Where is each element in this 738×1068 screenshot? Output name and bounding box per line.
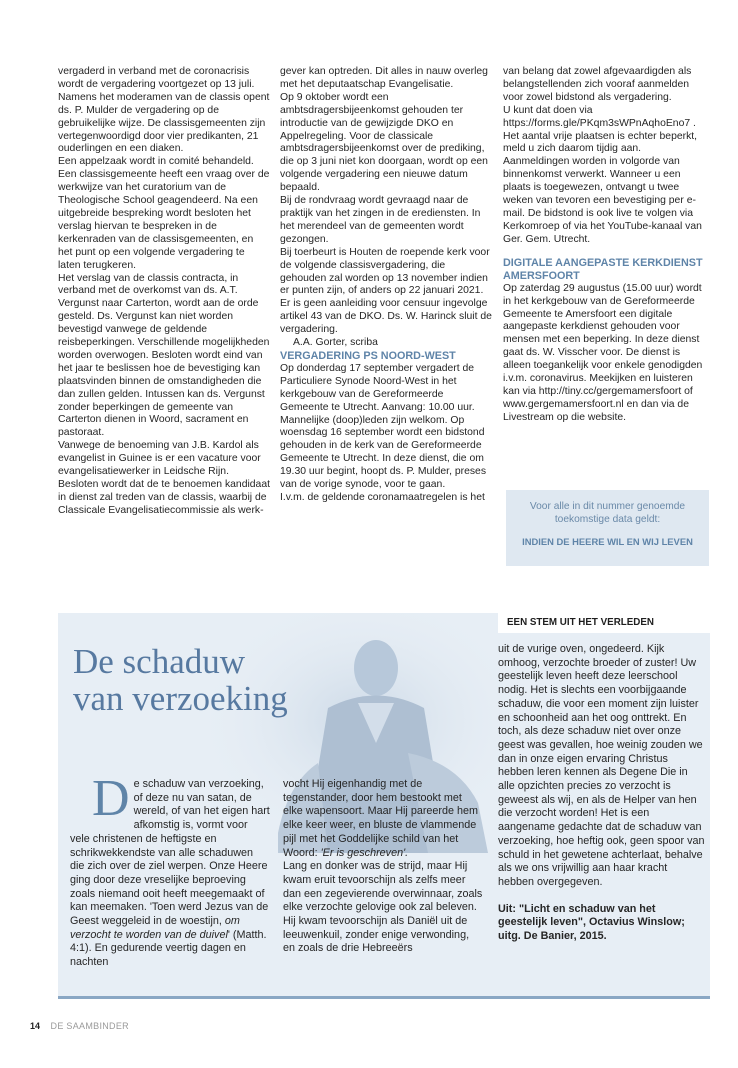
feature-title-line1: De schaduw: [73, 642, 246, 681]
paragraph: Bij de rondvraag wordt gevraagd naar de praktijk van het zingen in de erediensten. In het merendeel van de gemeenten wordt gezongen.: [280, 195, 481, 245]
feature-title: [73, 643, 288, 717]
feature-text: Lang en donker was de strijd, maar Hij kwam eruit tevoorschijn als zelfs meer dan een zegevierende overwinnaar, zoals elke verzochte gelovige ook zal beleven. Hij kwam tevoorschijn als Daniël uit de leeuwenkuil, zonder enige verwonding, en zoals de drie Hebreeërs: [283, 860, 483, 955]
paragraph: vergaderd in verband met de coronacrisis wordt de vergadering voortgezet op 13 juli. Namens het moderamen van de classis opent ds. P. Mulder de vergadering op de gebruikelijke wijze. De classisgemeenten zijn vertegenwoordigd door vier predikanten, 21 ouderlingen en een diaken.: [58, 66, 270, 155]
feature-title-line2: van verzoeking: [73, 679, 288, 718]
page-number: 14: [30, 1021, 41, 1031]
notice-emphasis: INDIEN DE HEERE WIL EN WIJ LEVEN: [522, 536, 693, 547]
feature-text: uit de vurige oven, ongedeerd. Kijk omhoog, verzochte broeder of zuster! Uw geestelijk leven heeft deze leerschool nodig. Het is slechts een voorbijgaande schaduw, die voor een moment zijn luister en schoonheid aan het oog onttrekt. En toch, als deze schaduw niet over onze geest was gevallen, hoe weinig zouden we dan in onze eigen ervaring Christus hebben leren kennen als Degene Die in alle opzichten precies zo verzocht is geweest als wij, en als de Helper van hen die verzocht worden! Het is een aangename gedachte dat de schaduw van verzoeking, hoe heftig ook, geen spoor van schuld in het gewetene achterlaat, behalve als we ons vrijwillig aan haar kracht hebben overgegeven.: [498, 643, 705, 888]
drop-cap: D: [92, 770, 130, 827]
signature: A.A. Gorter, scriba: [293, 337, 378, 349]
paragraph: Het verslag van de classis contracta, in verband met de overkomst van ds. A.T. Vergunst naar Carterton, wordt aan de orde gesteld. Ds. Vergunst kan niet worden bevestigd vanwege de geldende reisbeperkingen. Verschillende mogelijkheden worden overwogen. Besloten wordt eind van het jaar te beslissen hoe de bevestiging kan plaatsvinden binnen de omstandigheden die dan zullen gelden. Intussen kan ds. Vergunst zonder beperkingen de gemeente van Carterton dienen in Woord, sacrament en pastoraat.: [58, 272, 270, 439]
page-footer: [30, 1021, 129, 1031]
paragraph: gever kan optreden. Dit alles in nauw overleg met het deputaatschap Evangelisatie.: [280, 66, 488, 90]
paragraph: Een appelzaak wordt in comité behandeld. Een classisgemeente heeft een vraag over de werkwijze van het curatorium van de Theologische School geagendeerd. Na een uitgebreide bespreking wordt besloten het verslag hiervan te bespreken in de kerkenraden van de classisgemeenten, en het punt op een volgende vergadering te laten terugkeren.: [58, 156, 270, 271]
feature-text: vocht Hij eigenhandig met de tegenstander, door hem bestookt met elke wapensoort. Maar Hij pareerde hem elke keer weer, en bluste de vlammende pijl met het Goddelijke schild van het Woord:: [283, 778, 479, 859]
paragraph: U kunt dat doen via https://forms.gle/PKqm3sWPnAqhoEno7 . Het aantal vrije plaatsen is echter beperkt, meld u zich daarom tijdig aan. Aanmeldingen worden in volgorde van binnenkomst verwerkt. Wanneer u een plaats is toegewezen, ontvangt u twee weken van tevoren een bevestiging per e-mail. De bidstond is ook live te volgen via Kerkomroep of via het YouTube-kanaal van Ger. Gem. Utrecht.: [503, 104, 702, 245]
feature-column-3: [498, 643, 706, 944]
article-column-3: [503, 66, 709, 425]
article-column-2: [280, 66, 493, 505]
feature-column-2: [283, 778, 483, 956]
paragraph: Bij toerbeurt is Houten de roepende kerk voor de volgende classisvergadering, die gehouden zal worden op 13 november indien er punten zijn, of anders op 22 januari 2021. Er is geen aanleiding voor censuur ingevolge artikel 43 van de DKO. Ds. W. Harinck sluit de vergadering.: [280, 246, 492, 336]
feature-text: ' (Matth. 4:1). En gedurende veertig dagen en nachten: [70, 928, 267, 969]
section-heading-amersfoort: DIGITALE AANGEPASTE KERKDIENST AMERSFOORT: [503, 256, 703, 282]
publication-name: DE SAAMBINDER: [50, 1021, 129, 1031]
feature-italic: om verzocht te worden van de duivel: [70, 915, 240, 941]
paragraph: Vanwege de benoeming van J.B. Kardol als evangelist in Guinee is er een vacature voor evangelisatiewerker in Leidsche Rijn. Besloten wordt dat de te benoemen kandidaat in dienst zal treden van de classis, waarbij de Classicale Evangelisatiecommissie als werk-: [58, 440, 271, 516]
paragraph: Op zaterdag 29 augustus (15.00 uur) wordt in het kerkgebouw van de Gereformeerde Gemeente te Amersfoort een digitale aangepaste kerkdienst gehouden voor mensen met een beperking. In deze dienst gaat ds. W. Visscher voor. De dienst is alleen toegankelijk voor enkele genodigden i.v.m. coronavirus. Meekijken en luisteren kan via http://tiny.cc/gergemamersfoort of www.gergemamersfoort.nl en dan via de Livestream op die website.: [503, 282, 703, 423]
notice-box: [506, 490, 709, 566]
paragraph: Op 9 oktober wordt een ambtsdragersbijeenkomst gehouden ter introductie van de gewijzigde DKO en Appelregeling. Voor de classicale ambtsdragersbijeenkomst over de prediking, die op 3 juni niet kon doorgaan, wordt op een volgende vergadering een nieuwe datum bepaald.: [280, 91, 488, 194]
feature-column-1: [70, 770, 270, 970]
notice-text: Voor alle in dit nummer genoemde toekomstige data geldt:: [529, 501, 686, 525]
feature-italic: 'Er is geschreven'.: [320, 846, 409, 859]
feature-source: Uit: "Licht en schaduw van het geestelijk leven", Octavius Winslow; uitg. De Banier, 2015.: [498, 902, 685, 943]
feature-text: e schaduw van verzoeking, of deze nu van satan, de wereld, of van het eigen hart afkomstig is, vormt voor vele christenen de heftigste en schrikwekkendste van alle schaduwen die zich over de ziel werpen. Onze Heere ging door deze vreselijke beproeving zoals niemand ooit heeft meegemaakt of kan meemaken. 'Toen werd Jezus van de Geest weggeleid in de woestijn,: [70, 778, 270, 928]
article-column-1: [58, 66, 270, 518]
paragraph: Op donderdag 17 september vergadert de Particuliere Synode Noord-West in het kerkgebouw van de Gereformeerde Gemeente te Utrecht. Aanvang: 10.00 uur. Mannelijke (doop)leden zijn welkom. Op woensdag 16 september wordt een bidstond gehouden in de kerk van de Gereformeerde Gemeente te Utrecht. In deze dienst, die om 19.30 uur begint, hoopt ds. P. Mulder, preses van de vorige synode, voor te gaan.: [280, 362, 487, 491]
feature-banner: EEN STEM UIT HET VERLEDEN: [498, 613, 710, 633]
section-heading-ps-noord-west: VERGADERING PS NOORD-WEST: [280, 349, 456, 362]
paragraph: I.v.m. de geldende coronamaatregelen is het: [280, 492, 485, 503]
paragraph: van belang dat zowel afgevaardigden als belangstellenden zich vooraf aanmelden voor zowel bidstond als vergadering.: [503, 66, 692, 103]
